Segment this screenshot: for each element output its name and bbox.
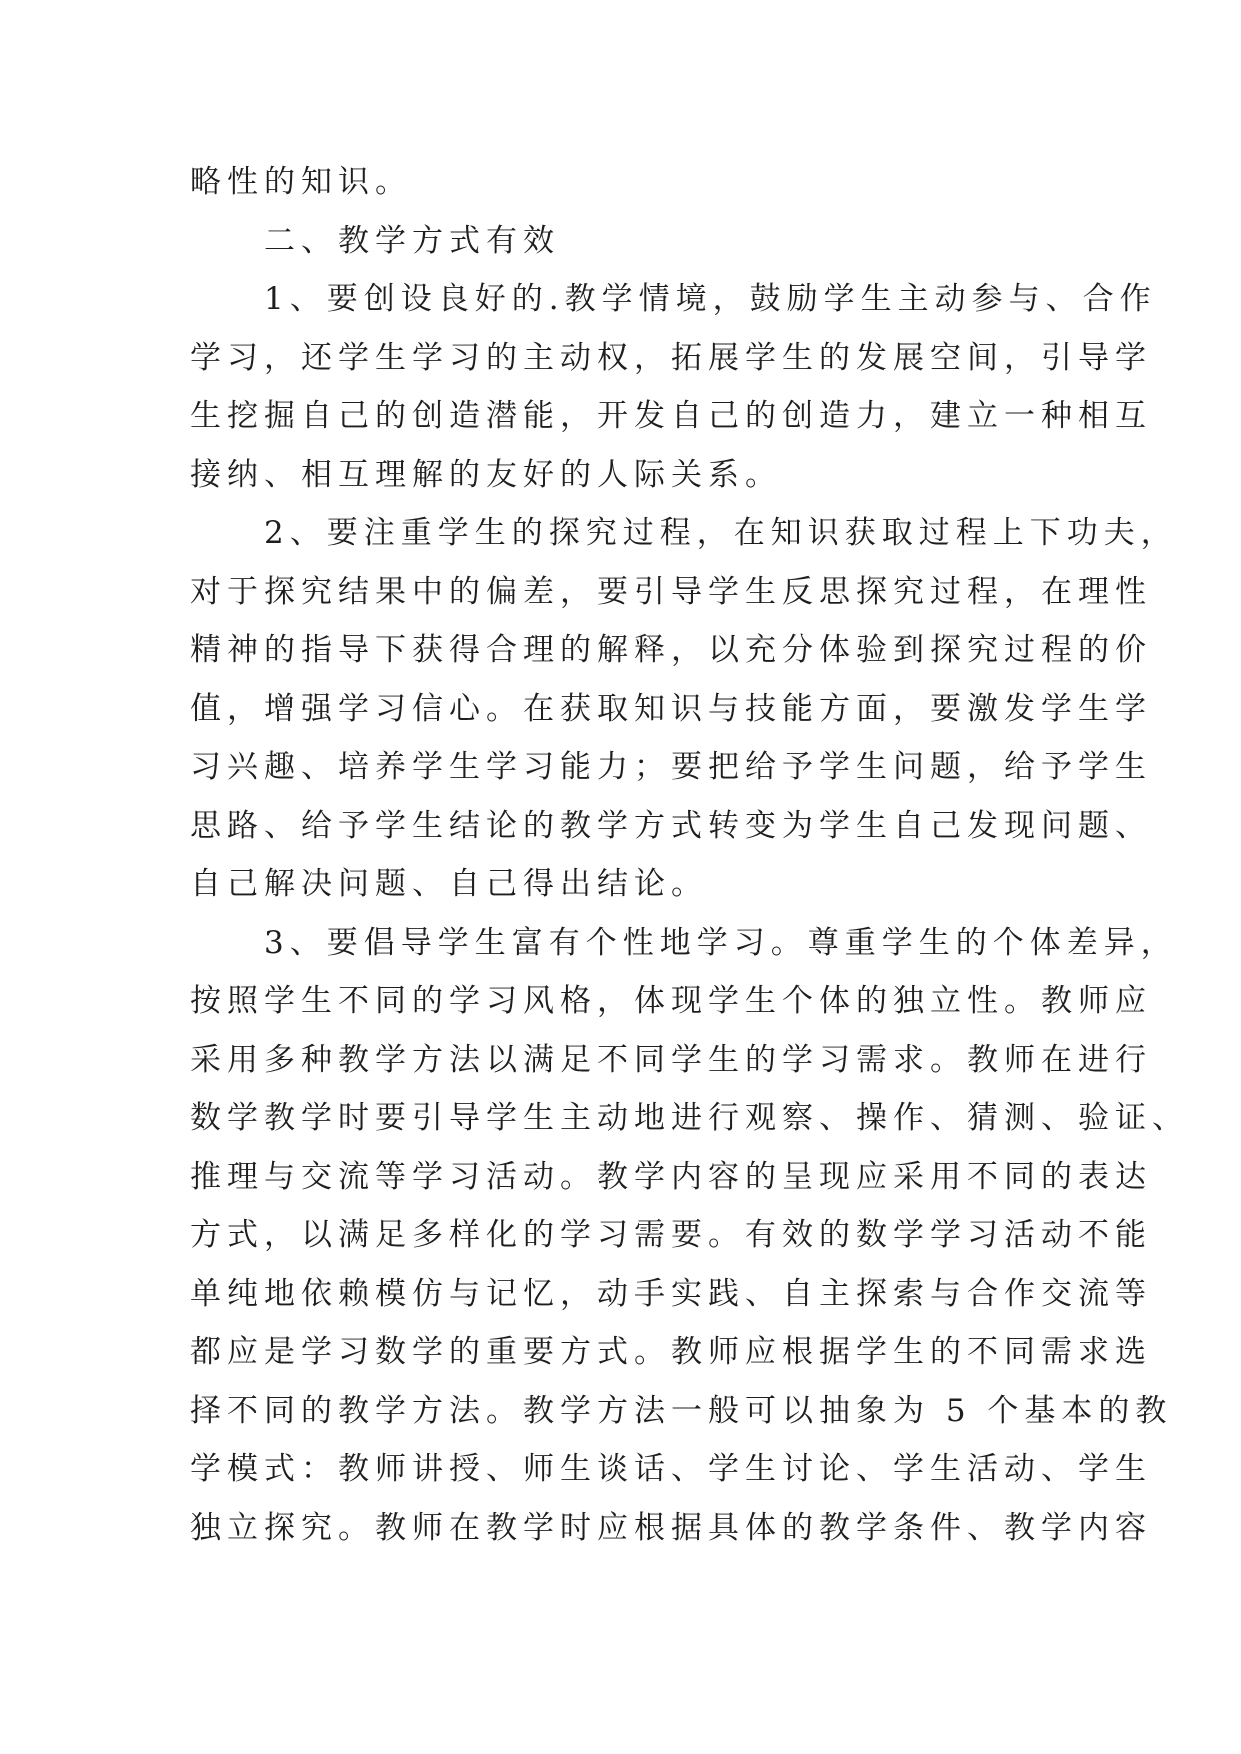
paragraph-2-line: 2、要注重学生的探究过程，在知识获取过程上下功夫，	[264, 515, 1178, 551]
paragraph-2-line: 习兴趣、培养学生学习能力；要把给予学生问题，给予学生	[190, 749, 1152, 785]
paragraph-3-line: 推理与交流等学习活动。教学内容的呈现应采用不同的表达	[190, 1158, 1152, 1195]
paragraph-1-line: 1、要创设良好的.教学情境，鼓励学生主动参与、合作	[264, 281, 1157, 317]
paragraph-3-line: 按照学生不同的学习风格，体现学生个体的独立性。教师应	[190, 983, 1152, 1019]
paragraph-1-line: 学习，还学生学习的主动权，拓展学生的发展空间，引导学	[190, 339, 1152, 376]
paragraph-2-line: 值，增强学习信心。在获取知识与技能方面，要激发学生学	[190, 690, 1152, 727]
paragraph-1-line: 接纳、相互理解的友好的人际关系。	[190, 456, 782, 493]
paragraph-2-line: 对于探究结果中的偏差，要引导学生反思探究过程，在理性	[190, 573, 1152, 610]
paragraph-3-line: 择不同的教学方法。教学方法一般可以抽象为 5 个基本的教	[190, 1392, 1173, 1429]
paragraph-3-line: 方式，以满足多样化的学习需要。有效的数学学习活动不能	[190, 1217, 1152, 1253]
paragraph-3-line: 都应是学习数学的重要方式。教师应根据学生的不同需求选	[190, 1334, 1152, 1370]
document-body	[190, 153, 1189, 1557]
paragraph-2-line: 自己解决问题、自己得出结论。	[190, 866, 708, 902]
paragraph-3-line: 独立探究。教师在教学时应根据具体的教学条件、教学内容	[190, 1509, 1152, 1546]
paragraph-1-line: 生挖掘自己的创造潜能，开发自己的创造力，建立一种相互	[190, 398, 1152, 434]
paragraph-2-line: 精神的指导下获得合理的解释，以充分体验到探究过程的价	[190, 632, 1152, 668]
paragraph-2-line: 思路、给予学生结论的教学方式转变为学生自己发现问题、	[190, 807, 1152, 844]
paragraph-3-line: 数学教学时要引导学生主动地进行观察、操作、猜测、验证、	[190, 1100, 1189, 1136]
paragraph-3-line: 单纯地依赖模仿与记忆，动手实践、自主探索与合作交流等	[190, 1275, 1152, 1312]
paragraph-3-line: 采用多种教学方法以满足不同学生的学习需求。教师在进行	[190, 1041, 1152, 1078]
section-heading: 二、教学方式有效	[264, 222, 560, 259]
text-line: 略性的知识。	[190, 164, 412, 200]
paragraph-3-line: 学模式：教师讲授、师生谈话、学生讨论、学生活动、学生	[190, 1451, 1152, 1487]
paragraph-3-line: 3、要倡导学生富有个性地学习。尊重学生的个体差异，	[264, 924, 1178, 961]
